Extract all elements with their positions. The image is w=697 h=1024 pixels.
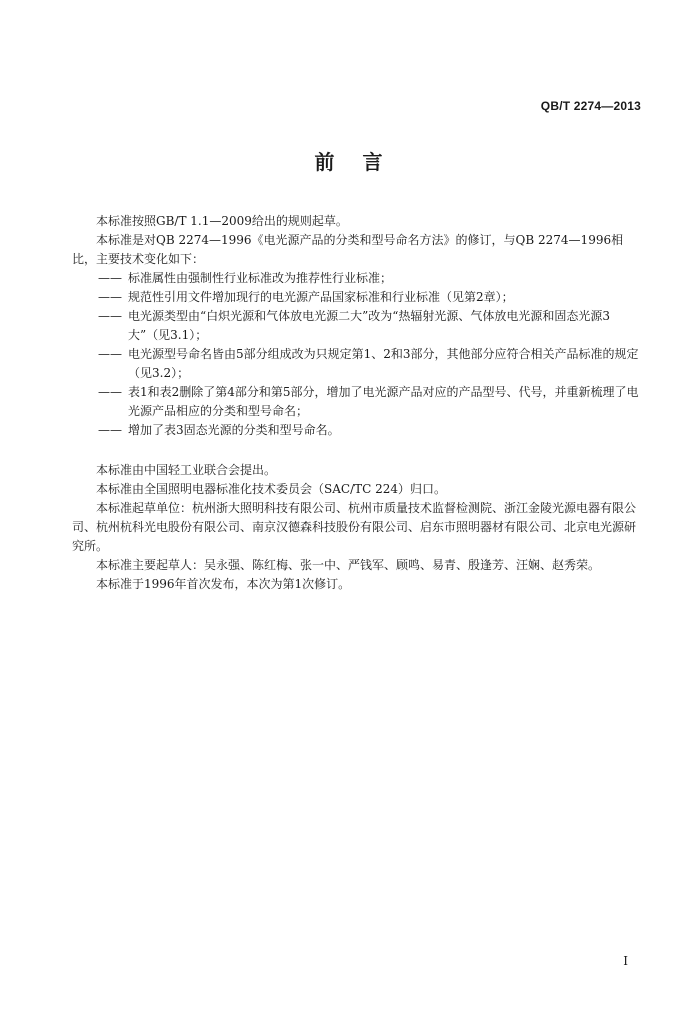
intro-paragraph: 本标准是对QB 2274—1996《电光源产品的分类和型号命名方法》的修订，与QB 2274—1996相比，主要技术变化如下： xyxy=(72,233,624,266)
list-item xyxy=(72,288,640,307)
proposer-paragraph: 本标准由中国轻工业联合会提出。 xyxy=(96,463,277,477)
list-item xyxy=(72,421,640,440)
document-code: QB/T 2274—2013 xyxy=(540,99,641,113)
page-number: I xyxy=(623,954,628,968)
list-dash: —— xyxy=(98,385,122,399)
list-item xyxy=(72,307,640,345)
list-item-text: 电光源类型由“白炽光源和气体放电光源二大”改为“热辐射光源、气体放电光源和固态光源3大”（见3.1）； xyxy=(128,309,611,342)
drafters-paragraph: 本标准主要起草人：吴永强、陈红梅、张一中、严钱军、顾鸣、易青、殷逢芳、汪娴、赵秀荣。 xyxy=(96,558,601,572)
changes-list xyxy=(72,269,640,440)
intro-paragraph: 本标准按照GB/T 1.1—2009给出的规则起草。 xyxy=(96,214,348,228)
list-item-text: 规范性引用文件增加现行的电光源产品国家标准和行业标准（见第2章）； xyxy=(128,290,514,304)
list-item xyxy=(72,269,640,288)
foreword-closing xyxy=(72,461,640,594)
list-dash: —— xyxy=(98,423,122,437)
list-item xyxy=(72,345,640,383)
list-item xyxy=(72,383,640,421)
list-item-text: 表1和表2删除了第4部分和第5部分，增加了电光源产品对应的产品型号、代号，并重新梳理了电光源产品相应的分类和型号命名； xyxy=(128,385,639,418)
list-item-text: 电光源型号命名皆由5部分组成改为只规定第1、2和3部分，其他部分应符合相关产品标准的规定（见3.2）； xyxy=(128,347,639,380)
list-dash: —— xyxy=(98,271,122,285)
list-item-text: 标准属性由强制性行业标准改为推荐性行业标准； xyxy=(128,271,393,285)
history-paragraph: 本标准于1996年首次发布，本次为第1次修订。 xyxy=(96,577,351,591)
foreword-body xyxy=(72,212,640,440)
committee-paragraph: 本标准由全国照明电器标准化技术委员会（SAC/TC 224）归口。 xyxy=(96,482,447,496)
list-item-text: 增加了表3固态光源的分类和型号命名。 xyxy=(128,423,340,437)
drafting-units-paragraph: 本标准起草单位：杭州浙大照明科技有限公司、杭州市质量技术监督检测院、浙江金陵光源电器有限公司、杭州杭科光电股份有限公司、南京汉德森科技股份有限公司、启东市照明器材有限公司、北京电光源研究所。 xyxy=(72,501,637,553)
page-title: 前言 xyxy=(314,150,411,174)
list-dash: —— xyxy=(98,290,122,304)
list-dash: —— xyxy=(98,347,122,361)
list-dash: —— xyxy=(98,309,122,323)
